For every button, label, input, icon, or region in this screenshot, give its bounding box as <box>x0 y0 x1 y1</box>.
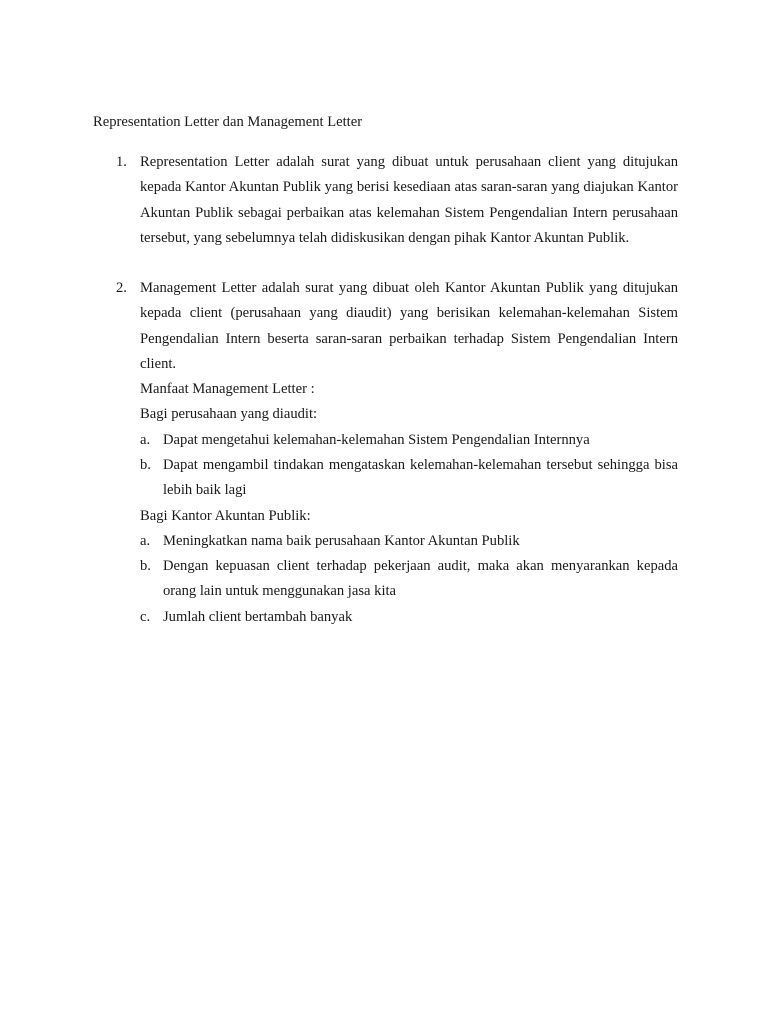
sub-list-text: Jumlah client bertambah banyak <box>163 609 353 625</box>
document-title: Representation Letter dan Management Letter <box>93 114 363 130</box>
benefits-heading: Manfaat Management Letter : <box>140 381 315 397</box>
group-heading: Bagi perusahaan yang diaudit: <box>140 406 318 422</box>
list-item-text: Representation Letter adalah surat yang dibuat untuk perusahaan client yang ditujukan kepada Kantor Akuntan Publik yang berisi kesediaan atas saran-saran yang diajukan Kantor Akuntan Publik sebagai perbaikan atas kelemahan Sistem Pengendalian Intern perusahaan tersebut, yang sebelumnya telah didiskusikan dengan pihak Kantor Akuntan Publik. <box>140 154 678 246</box>
sub-list-marker: a. <box>140 533 151 549</box>
list-item-text: Management Letter adalah surat yang dibuat oleh Kantor Akuntan Publik yang ditujukan kepada client (perusahaan yang diaudit) yang berisikan kelemahan-kelemahan Sistem Pengendalian Intern beserta saran-saran perbaikan terhadap Sistem Pengendalian Intern client. <box>140 280 678 372</box>
group-heading: Bagi Kantor Akuntan Publik: <box>140 508 311 524</box>
sub-list-marker: c. <box>140 609 151 625</box>
list-number: 1. <box>116 154 127 170</box>
list-number: 2. <box>116 280 127 296</box>
sub-list-text: Dapat mengetahui kelemahan-kelemahan Sistem Pengendalian Internnya <box>163 432 590 448</box>
sub-list-marker: b. <box>140 558 151 574</box>
sub-list-text: Dengan kepuasan client terhadap pekerjaan audit, maka akan menyarankan kepada orang lain untuk menggunakan jasa kita <box>163 558 678 600</box>
sub-list-text: Meningkatkan nama baik perusahaan Kantor Akuntan Publik <box>163 533 520 549</box>
sub-list-marker: b. <box>140 457 151 473</box>
sub-list-marker: a. <box>140 432 151 448</box>
sub-list-text: Dapat mengambil tindakan mengataskan kelemahan-kelemahan tersebut sehingga bisa lebih baik lagi <box>163 457 678 499</box>
